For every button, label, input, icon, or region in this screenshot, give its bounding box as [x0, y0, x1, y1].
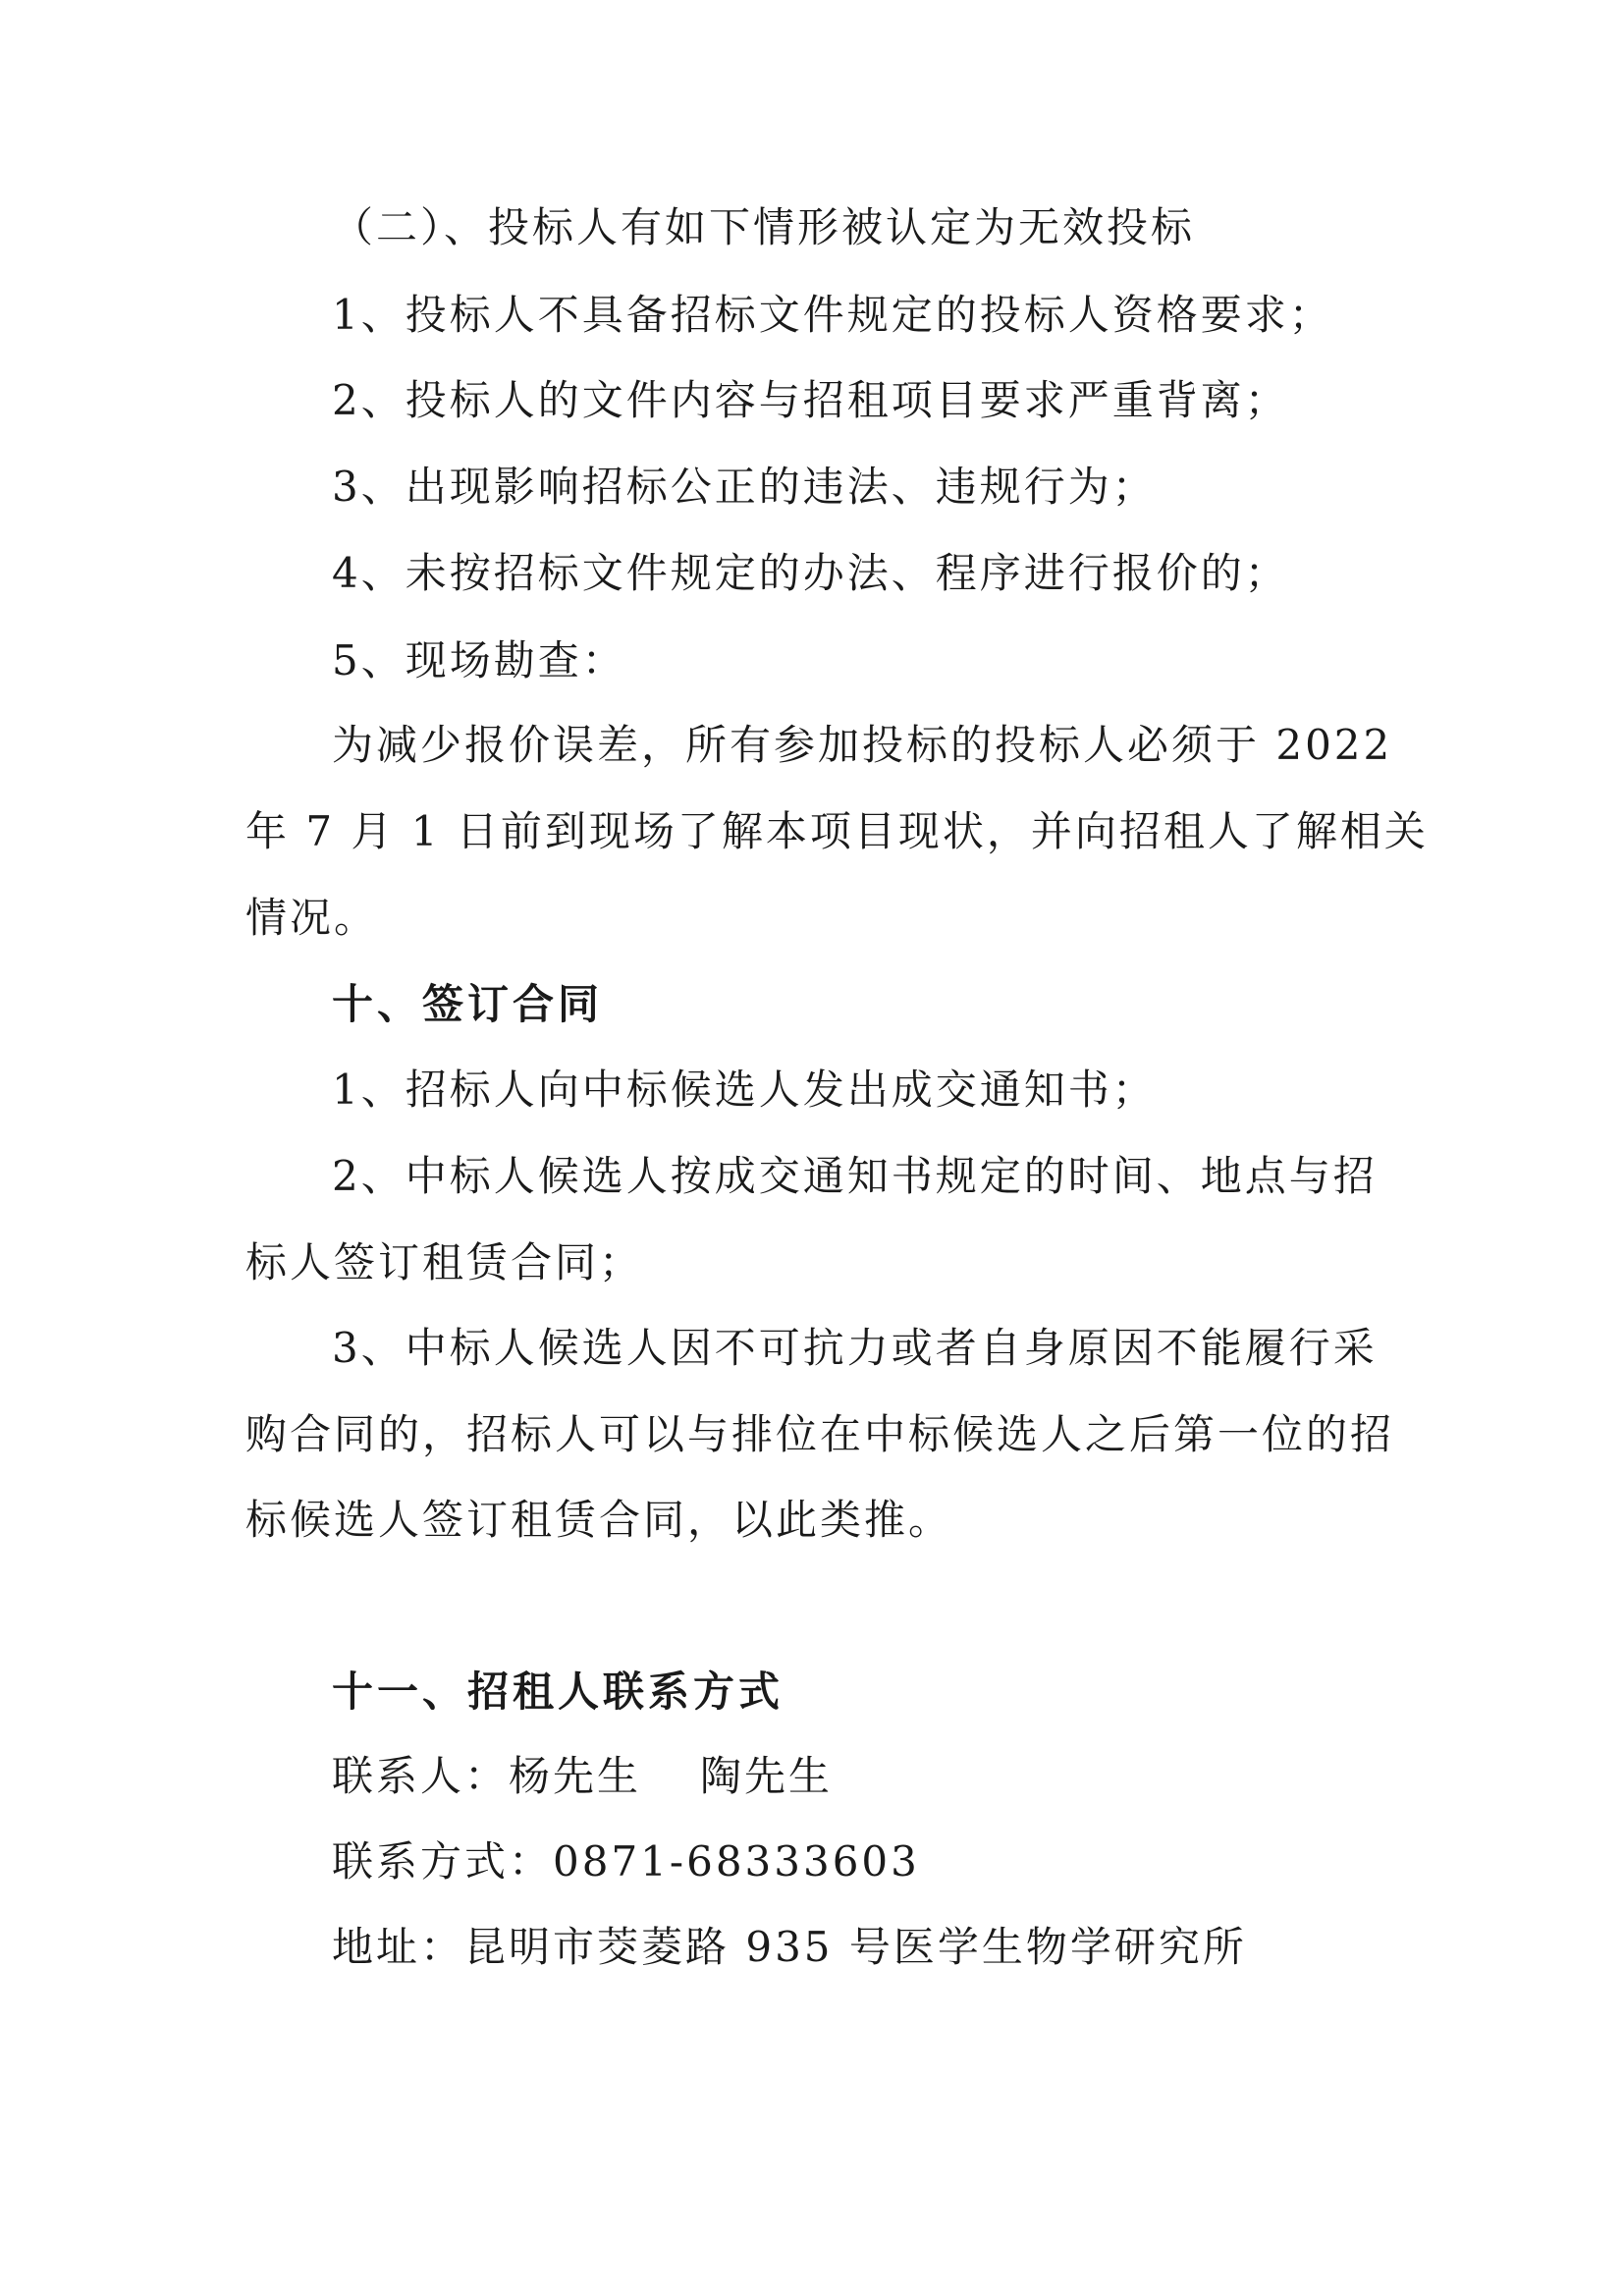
contact-phone-label: 联系方式： [332, 1837, 554, 1886]
contract-item-3-line-1: 3、中标人候选人因不可抗力或者自身原因不能履行采 [332, 1324, 1378, 1372]
contact-address: 昆明市茭菱路 935 号医学生物学研究所 [464, 1923, 1247, 1971]
invalid-item-3: 3、出现影响招标公正的违法、违规行为； [332, 463, 1157, 511]
contract-item-1: 1、招标人向中标候选人发出成交通知书； [332, 1066, 1157, 1114]
site-visit-line-2: 年 7 月 1 日前到现场了解本项目现状，并向招租人了解相关 [245, 807, 1429, 855]
contact-phone: 0871-68333603 [553, 1837, 920, 1886]
invalid-item-1: 1、投标人不具备招标文件规定的投标人资格要求； [332, 291, 1333, 339]
section-10-heading: 十、签订合同 [332, 980, 604, 1028]
site-visit-line-3: 情况。 [245, 894, 379, 942]
contract-item-2-line-2: 标人签订租赁合同； [245, 1238, 644, 1286]
section-2-heading: （二）、投标人有如下情形被认定为无效投标 [332, 203, 1196, 251]
contact-phone-row [332, 1837, 920, 1886]
contract-item-2-line-1: 2、中标人候选人按成交通知书规定的时间、地点与招 [332, 1152, 1378, 1200]
contact-person-label: 联系人： [332, 1752, 510, 1800]
contact-person-row [332, 1752, 833, 1801]
contact-person-2: 陶先生 [700, 1752, 834, 1800]
contact-address-label: 地址： [332, 1923, 465, 1971]
contract-item-3-line-2: 购合同的，招标人可以与排位在中标候选人之后第一位的招 [245, 1410, 1395, 1458]
invalid-item-2: 2、投标人的文件内容与招租项目要求严重背离； [332, 376, 1289, 424]
contact-address-row [332, 1923, 1247, 1972]
contact-person-1: 杨先生 [509, 1752, 642, 1800]
section-11-heading: 十一、招租人联系方式 [332, 1667, 784, 1716]
contract-item-3-line-3: 标候选人签订租赁合同，以此类推。 [245, 1496, 953, 1544]
invalid-item-4: 4、未按招标文件规定的办法、程序进行报价的； [332, 549, 1289, 597]
site-visit-line-1: 为减少报价误差，所有参加投标的投标人必须于 2022 [332, 721, 1393, 769]
invalid-item-5: 5、现场勘查： [332, 636, 626, 684]
